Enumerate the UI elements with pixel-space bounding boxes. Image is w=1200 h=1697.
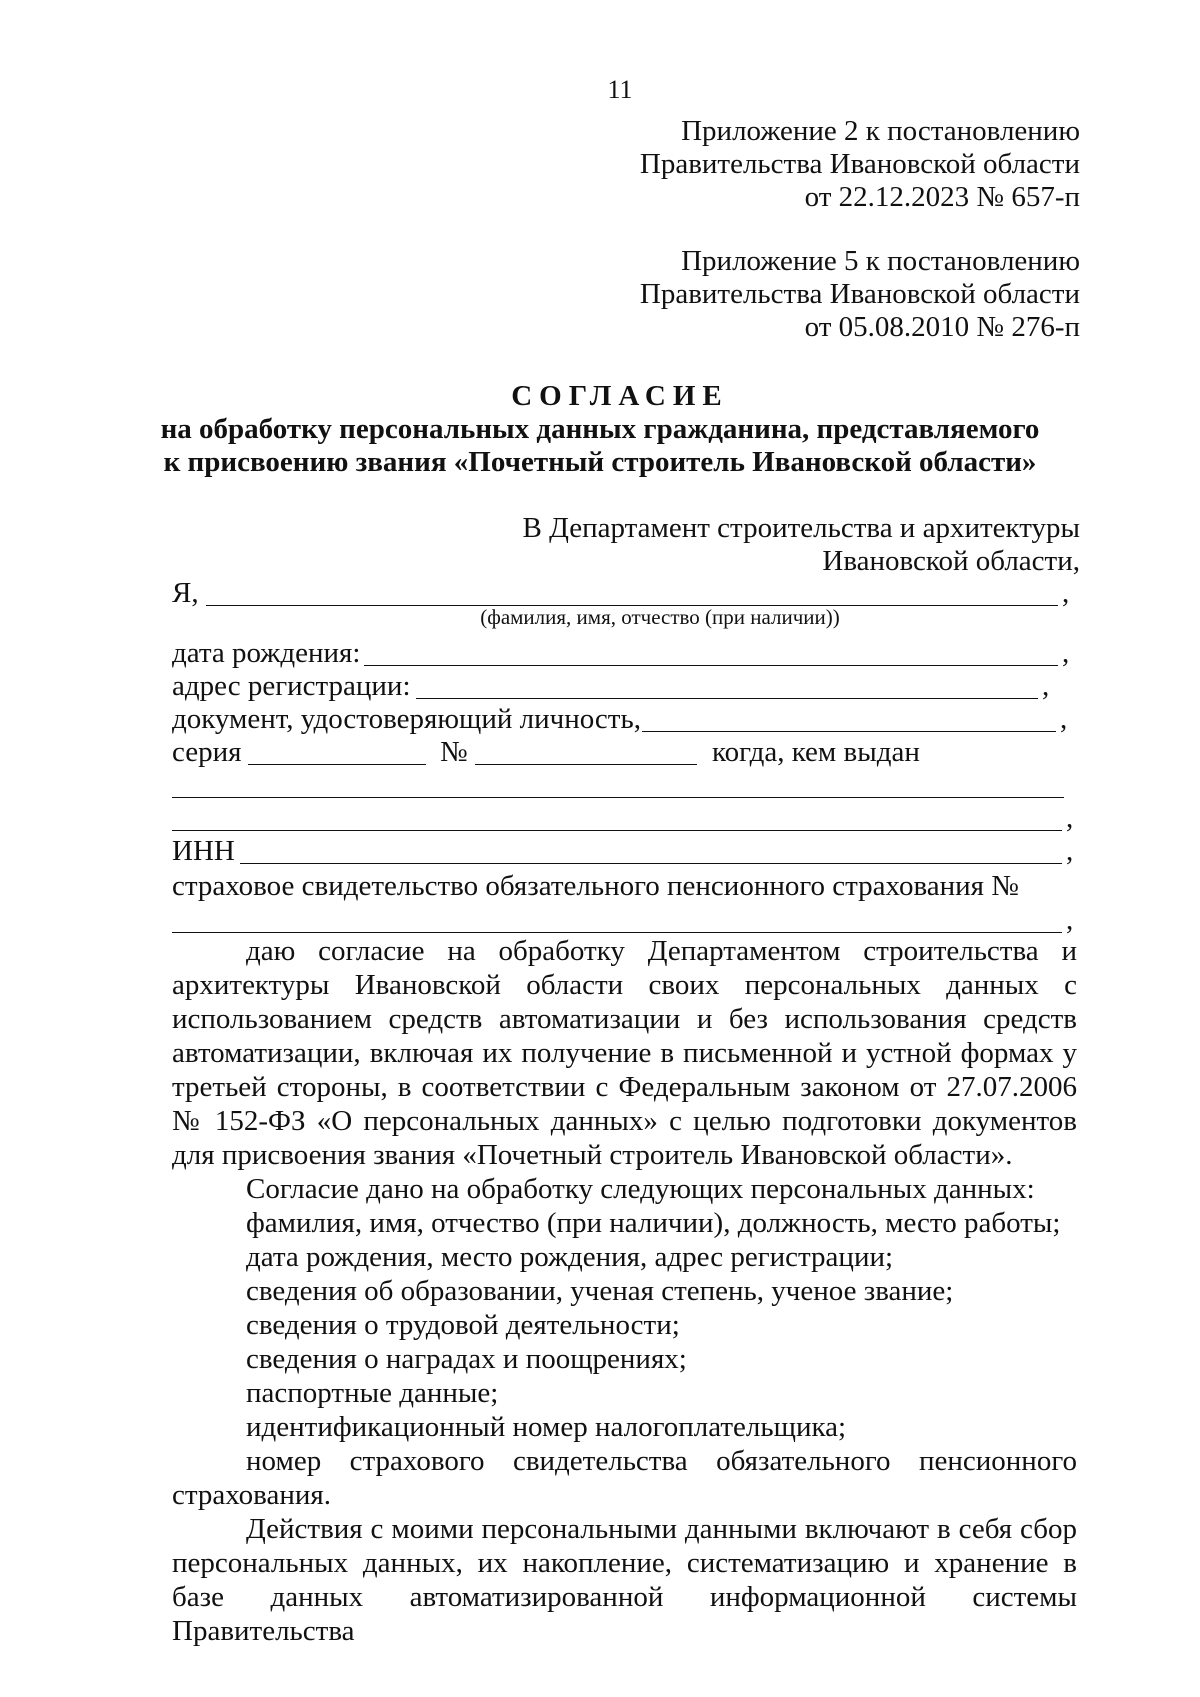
id-document-field[interactable] [642, 731, 1056, 732]
appendix-2-line-1: Приложение 2 к постановлению [681, 115, 1080, 147]
issued-by-row-1 [172, 769, 1082, 802]
data-list-item: идентификационный номер налогоплательщика; [246, 1411, 847, 1443]
snils-comma: , [1066, 904, 1074, 936]
addressee-line-1: В Департамент строительства и архитектуры [522, 512, 1080, 544]
snils-label: страховое свидетельство обязательного пенсионного страхования № [172, 870, 1019, 902]
issued-label: когда, кем выдан [712, 736, 920, 768]
appendix-2-header [460, 115, 1080, 214]
data-list [172, 1172, 1077, 1444]
inn-label: ИНН [172, 835, 235, 867]
number-field[interactable] [475, 764, 697, 765]
data-list-item: сведения о трудовой деятельности; [246, 1309, 680, 1341]
birth-date-comma: , [1062, 637, 1070, 669]
name-label: Я, [172, 577, 199, 609]
issued-by-row-2 [172, 802, 1082, 835]
addressee-line-2: Ивановской области, [822, 545, 1080, 577]
issued-by-field-2[interactable] [172, 830, 1062, 831]
birth-date-label: дата рождения: [172, 637, 361, 669]
data-list-item: дата рождения, место рождения, адрес регистрации; [246, 1241, 894, 1273]
address-row [172, 670, 1082, 703]
inn-field[interactable] [240, 863, 1062, 864]
document-subtitle [150, 413, 1050, 479]
page-number: 11 [607, 75, 633, 104]
snils-field-row [172, 904, 1082, 937]
data-list-item: паспортные данные; [246, 1377, 499, 1409]
data-list-intro: Согласие дано на обработку следующих персональных данных: [246, 1173, 1035, 1205]
snils-field[interactable] [172, 932, 1062, 933]
data-list-last-item: номер страхового свидетельства обязательного пенсионного страхования. [172, 1445, 1077, 1511]
snils-row [172, 870, 1082, 903]
id-document-row [172, 703, 1082, 736]
address-comma: , [1042, 670, 1050, 702]
name-field-hint: (фамилия, имя, отчество (при наличии)) [480, 605, 840, 629]
actions-paragraph: Действия с моими персональными данными включают в себя сбор персональных данных, их накопление, систематизацию и хранение в базе данных автоматизированной информационной системы Правительства [172, 1513, 1077, 1647]
appendix-5-header [460, 245, 1080, 344]
data-list-item: сведения об образовании, ученая степень, ученое звание; [246, 1275, 954, 1307]
consent-paragraph: даю согласие на обработку Департаментом строительства и архитектуры Ивановской области своих персональных данных с использованием средств автоматизации и без использования средств автоматизации, включая их получение в письменной и устной формах у третьей стороны, в соответствии с Федеральным законом от 27.07.2006 № 152-ФЗ «О персональных данных» с целью подготовки документов для присвоения звания «Почетный строитель Ивановской области». [172, 935, 1077, 1171]
series-label: серия [172, 736, 242, 768]
document-title: СОГЛАСИЕ [511, 380, 729, 412]
data-list-item: сведения о наградах и поощрениях; [246, 1343, 687, 1375]
appendix-2-line-3: от 22.12.2023 № 657-п [804, 181, 1080, 213]
addressee [460, 512, 1080, 578]
inn-comma: , [1066, 835, 1074, 867]
name-comma: , [1062, 577, 1070, 609]
number-label: № [440, 736, 468, 768]
data-list-item: фамилия, имя, отчество (при наличии), должность, место работы; [246, 1207, 1061, 1239]
inn-row [172, 835, 1082, 868]
id-document-label: документ, удостоверяющий личность, [172, 703, 641, 735]
series-field[interactable] [248, 764, 426, 765]
appendix-5-line-3: от 05.08.2010 № 276-п [804, 311, 1080, 343]
appendix-5-line-1: Приложение 5 к постановлению [681, 245, 1080, 277]
birth-date-row [172, 637, 1082, 670]
appendix-5-line-2: Правительства Ивановской области [639, 278, 1080, 310]
issued-by-comma: , [1066, 802, 1074, 834]
address-label: адрес регистрации: [172, 670, 411, 702]
issued-by-field-1[interactable] [172, 797, 1064, 798]
address-field[interactable] [416, 698, 1038, 699]
subtitle-line-2: к присвоению звания «Почетный строитель Ивановской области» [163, 446, 1037, 478]
appendix-2-line-2: Правительства Ивановской области [639, 148, 1080, 180]
id-document-comma: , [1060, 703, 1068, 735]
subtitle-line-1: на обработку персональных данных гражданина, представляемого [160, 413, 1040, 445]
birth-date-field[interactable] [364, 665, 1058, 666]
series-row [172, 736, 1082, 769]
